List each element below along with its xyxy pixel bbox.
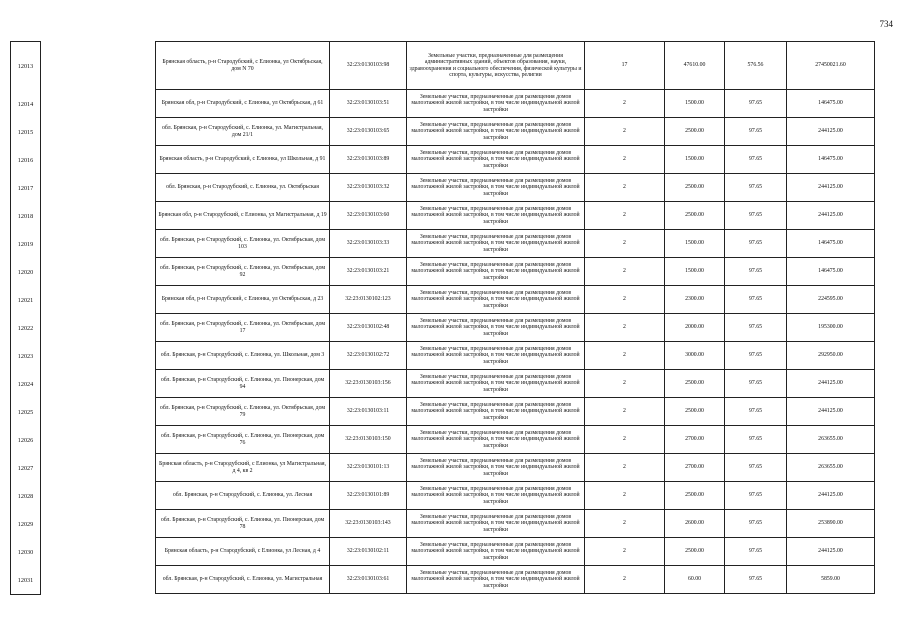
land-use-cell: Земельные участки, предназначенные для размещения домов малоэтажной жилой застройки, в том числе индивидуальной жилой застройки (407, 118, 585, 146)
address-cell: обл. Брянская, р-н Стародубский, с. Елионка, ул. Октябрьская, дом 103 (156, 230, 330, 258)
cadastral-number-cell: 32:23:0130102:72 (330, 342, 407, 370)
cadastral-value-cell: 146475.00 (787, 146, 875, 174)
table-row (156, 258, 875, 286)
cadastral-number-cell: 32:23:0130102:48 (330, 314, 407, 342)
cadastral-value-cell: 244125.00 (787, 202, 875, 230)
row-id-cell: 12020 (17, 268, 34, 276)
cadastral-value-cell: 146475.00 (787, 90, 875, 118)
land-use-cell: Земельные участки, предназначенные для размещения домов малоэтажной жилой застройки, в том числе индивидуальной жилой застройки (407, 202, 585, 230)
specific-value-cell: 97.65 (725, 510, 787, 538)
row-id-cell: 12025 (17, 408, 34, 416)
specific-value-cell: 97.65 (725, 202, 787, 230)
row-id-cell: 12013 (17, 62, 34, 70)
cadastral-number-cell: 32:23:0130103:65 (330, 118, 407, 146)
row-id-cell: 12027 (17, 464, 34, 472)
address-cell: обл. Брянская, р-н Стародубский, с. Елионка, ул. Магистральная (156, 566, 330, 594)
address-cell: обл. Брянская, р-н Стародубский, с. Елионка, ул. Пионерская, дом 76 (156, 426, 330, 454)
group-number-cell: 2 (585, 174, 665, 202)
cadastral-number-cell: 32:23:0130103:51 (330, 90, 407, 118)
cadastral-number-cell: 32:23:0130103:61 (330, 566, 407, 594)
specific-value-cell: 97.65 (725, 90, 787, 118)
row-id-cell: 12023 (17, 352, 34, 360)
cadastral-number-cell: 32:23:0130103:11 (330, 398, 407, 426)
land-use-cell: Земельные участки, предназначенные для размещения домов малоэтажной жилой застройки, в том числе индивидуальной жилой застройки (407, 146, 585, 174)
table-row (156, 174, 875, 202)
specific-value-cell: 97.65 (725, 118, 787, 146)
address-cell: Брянская обл, р-н Стародубский, с Елионка, ул Магистральная, д 19 (156, 202, 330, 230)
area-cell: 2500.00 (665, 370, 725, 398)
table-row (156, 146, 875, 174)
row-id-cell: 12018 (17, 212, 34, 220)
address-cell: обл. Брянская, р-н Стародубский, с. Елионка, ул. Лесная (156, 482, 330, 510)
cadastral-value-cell: 224595.00 (787, 286, 875, 314)
cadastral-number-cell: 32:23:0130102:123 (330, 286, 407, 314)
cadastral-value-cell: 244125.00 (787, 482, 875, 510)
cadastral-value-cell: 244125.00 (787, 118, 875, 146)
area-cell: 1500.00 (665, 258, 725, 286)
table-row (156, 118, 875, 146)
area-cell: 1500.00 (665, 90, 725, 118)
land-use-cell: Земельные участки, предназначенные для размещения домов малоэтажной жилой застройки, в том числе индивидуальной жилой застройки (407, 314, 585, 342)
cadastral-value-cell: 195300.00 (787, 314, 875, 342)
specific-value-cell: 97.65 (725, 482, 787, 510)
specific-value-cell: 97.65 (725, 538, 787, 566)
cadastral-number-cell: 32:23:0130103:143 (330, 510, 407, 538)
specific-value-cell: 97.65 (725, 370, 787, 398)
address-cell: обл. Брянская, р-н Стародубский, с. Елионка, ул. Школьная, дом 3 (156, 342, 330, 370)
table-row (156, 482, 875, 510)
table-row (156, 342, 875, 370)
cadastral-value-cell: 253890.00 (787, 510, 875, 538)
area-cell: 2500.00 (665, 538, 725, 566)
land-use-cell: Земельные участки, предназначенные для размещения домов малоэтажной жилой застройки, в том числе индивидуальной жилой застройки (407, 258, 585, 286)
row-id-cell: 12029 (17, 520, 34, 528)
area-cell: 2500.00 (665, 202, 725, 230)
cadastral-number-cell: 32:23:0130103:89 (330, 146, 407, 174)
area-cell: 60.00 (665, 566, 725, 594)
address-cell: Брянская область, р-н Стародубский, с Елионка, ул Октябрьская, дом N 70 (156, 42, 330, 90)
row-id-column (10, 41, 41, 595)
group-number-cell: 2 (585, 146, 665, 174)
group-number-cell: 17 (585, 42, 665, 90)
group-number-cell: 2 (585, 90, 665, 118)
land-use-cell: Земельные участки, предназначенные для размещения домов малоэтажной жилой застройки, в том числе индивидуальной жилой застройки (407, 342, 585, 370)
group-number-cell: 2 (585, 370, 665, 398)
cadastral-number-cell: 32:23:0130101:89 (330, 482, 407, 510)
group-number-cell: 2 (585, 118, 665, 146)
address-cell: обл. Брянская, р-н Стародубский, с. Елионка, ул. Магистральная, дом 21/1 (156, 118, 330, 146)
cadastral-value-table (155, 41, 875, 594)
row-id-cell: 12030 (17, 548, 34, 556)
cadastral-number-cell: 32:23:0130103:32 (330, 174, 407, 202)
cadastral-value-cell: 5859.00 (787, 566, 875, 594)
row-id-cell: 12022 (17, 324, 34, 332)
address-cell: обл. Брянская, р-н Стародубский, с. Елионка, ул. Октябрьская, дом 17 (156, 314, 330, 342)
area-cell: 47610.00 (665, 42, 725, 90)
row-id-cell: 12031 (17, 576, 34, 584)
specific-value-cell: 97.65 (725, 314, 787, 342)
area-cell: 2700.00 (665, 454, 725, 482)
specific-value-cell: 97.65 (725, 230, 787, 258)
area-cell: 2500.00 (665, 482, 725, 510)
area-cell: 1500.00 (665, 146, 725, 174)
specific-value-cell: 97.65 (725, 566, 787, 594)
group-number-cell: 2 (585, 258, 665, 286)
cadastral-value-cell: 244125.00 (787, 538, 875, 566)
specific-value-cell: 97.65 (725, 426, 787, 454)
group-number-cell: 2 (585, 454, 665, 482)
table-row (156, 90, 875, 118)
land-use-cell: Земельные участки, предназначенные для размещения домов малоэтажной жилой застройки, в том числе индивидуальной жилой застройки (407, 286, 585, 314)
land-use-cell: Земельные участки, предназначенные для размещения домов малоэтажной жилой застройки, в том числе индивидуальной жилой застройки (407, 90, 585, 118)
group-number-cell: 2 (585, 230, 665, 258)
table-row (156, 398, 875, 426)
area-cell: 3000.00 (665, 342, 725, 370)
specific-value-cell: 97.65 (725, 286, 787, 314)
row-id-cell: 12026 (17, 436, 34, 444)
cadastral-value-cell: 244125.00 (787, 370, 875, 398)
cadastral-value-cell: 244125.00 (787, 398, 875, 426)
area-cell: 1500.00 (665, 230, 725, 258)
group-number-cell: 2 (585, 426, 665, 454)
cadastral-value-cell: 27450021.60 (787, 42, 875, 90)
cadastral-number-cell: 32:23:0130103:150 (330, 426, 407, 454)
specific-value-cell: 97.65 (725, 258, 787, 286)
land-use-cell: Земельные участки, предназначенные для размещения домов малоэтажной жилой застройки, в том числе индивидуальной жилой застройки (407, 454, 585, 482)
cadastral-number-cell: 32:23:0130101:13 (330, 454, 407, 482)
address-cell: Брянская область, р-н Стародубский, с Елионка, ул Магистральная, д 4, кв 2 (156, 454, 330, 482)
specific-value-cell: 576.56 (725, 42, 787, 90)
table-row (156, 426, 875, 454)
page-number: 734 (879, 19, 893, 29)
area-cell: 2500.00 (665, 398, 725, 426)
specific-value-cell: 97.65 (725, 398, 787, 426)
group-number-cell: 2 (585, 342, 665, 370)
table-row (156, 286, 875, 314)
address-cell: Брянская обл, р-н Стародубский, с Елионка, ул Октябрьская, д 61 (156, 90, 330, 118)
land-use-cell: Земельные участки, предназначенные для размещения домов малоэтажной жилой застройки, в том числе индивидуальной жилой застройки (407, 538, 585, 566)
land-use-cell: Земельные участки, предназначенные для размещения домов малоэтажной жилой застройки, в том числе индивидуальной жилой застройки (407, 230, 585, 258)
table-row (156, 314, 875, 342)
area-cell: 2700.00 (665, 426, 725, 454)
group-number-cell: 2 (585, 482, 665, 510)
row-id-cell: 12014 (17, 100, 34, 108)
cadastral-number-cell: 32:23:0130103:60 (330, 202, 407, 230)
specific-value-cell: 97.65 (725, 146, 787, 174)
cadastral-value-cell: 146475.00 (787, 258, 875, 286)
table-row (156, 510, 875, 538)
group-number-cell: 2 (585, 202, 665, 230)
area-cell: 2600.00 (665, 510, 725, 538)
specific-value-cell: 97.65 (725, 454, 787, 482)
cadastral-value-cell: 244125.00 (787, 174, 875, 202)
address-cell: обл. Брянская, р-н Стародубский, с. Елионка, ул. Октябрьская (156, 174, 330, 202)
group-number-cell: 2 (585, 314, 665, 342)
row-id-cell: 12028 (17, 492, 34, 500)
group-number-cell: 2 (585, 398, 665, 426)
row-id-cell: 12024 (17, 380, 34, 388)
cadastral-number-cell: 32:23:0130103:33 (330, 230, 407, 258)
land-use-cell: Земельные участки, предназначенные для размещения домов малоэтажной жилой застройки, в том числе индивидуальной жилой застройки (407, 398, 585, 426)
row-id-cell: 12015 (17, 128, 34, 136)
table-row (156, 370, 875, 398)
group-number-cell: 2 (585, 510, 665, 538)
area-cell: 2500.00 (665, 118, 725, 146)
group-number-cell: 2 (585, 566, 665, 594)
specific-value-cell: 97.65 (725, 342, 787, 370)
table-row (156, 454, 875, 482)
row-id-cell: 12019 (17, 240, 34, 248)
area-cell: 2000.00 (665, 314, 725, 342)
address-cell: обл. Брянская, р-н Стародубский, с. Елионка, ул. Пионерская, дом 94 (156, 370, 330, 398)
land-use-cell: Земельные участки, предназначенные для размещения домов малоэтажной жилой застройки, в том числе индивидуальной жилой застройки (407, 510, 585, 538)
cadastral-number-cell: 32:23:0130103:98 (330, 42, 407, 90)
cadastral-value-cell: 263655.00 (787, 454, 875, 482)
land-use-cell: Земельные участки, предназначенные для размещения домов малоэтажной жилой застройки, в том числе индивидуальной жилой застройки (407, 566, 585, 594)
cadastral-number-cell: 32:23:0130103:156 (330, 370, 407, 398)
land-use-cell: Земельные участки, предназначенные для размещения домов малоэтажной жилой застройки, в том числе индивидуальной жилой застройки (407, 370, 585, 398)
address-cell: обл. Брянская, р-н Стародубский, с. Елионка, ул. Пионерская, дом 78 (156, 510, 330, 538)
table-row (156, 566, 875, 594)
table-row (156, 230, 875, 258)
cadastral-value-cell: 146475.00 (787, 230, 875, 258)
group-number-cell: 2 (585, 286, 665, 314)
area-cell: 2300.00 (665, 286, 725, 314)
address-cell: Брянская область, р-н Стародубский, с Елионка, ул Лесная, д 4 (156, 538, 330, 566)
land-use-cell: Земельные участки, предназначенные для размещения домов малоэтажной жилой застройки, в том числе индивидуальной жилой застройки (407, 174, 585, 202)
address-cell: Брянская обл, р-н Стародубский, с Елионка, ул Октябрьская, д 23 (156, 286, 330, 314)
cadastral-number-cell: 32:23:0130102:11 (330, 538, 407, 566)
land-use-cell: Земельные участки, предназначенные для размещения административных зданий, объектов образования, науки, здравоохранения и социального обеспечения, физической культуры и спорта, культуры, искусства, религии (407, 42, 585, 90)
land-use-cell: Земельные участки, предназначенные для размещения домов малоэтажной жилой застройки, в том числе индивидуальной жилой застройки (407, 426, 585, 454)
land-use-cell: Земельные участки, предназначенные для размещения домов малоэтажной жилой застройки, в том числе индивидуальной жилой застройки (407, 482, 585, 510)
address-cell: обл. Брянская, р-н Стародубский, с. Елионка, ул. Октябрьская, дом 92 (156, 258, 330, 286)
area-cell: 2500.00 (665, 174, 725, 202)
cadastral-number-cell: 32:23:0130103:21 (330, 258, 407, 286)
row-id-cell: 12021 (17, 296, 34, 304)
table-row (156, 42, 875, 90)
cadastral-value-cell: 263655.00 (787, 426, 875, 454)
cadastral-value-cell: 292950.00 (787, 342, 875, 370)
table-row (156, 202, 875, 230)
row-id-cell: 12017 (17, 184, 34, 192)
specific-value-cell: 97.65 (725, 174, 787, 202)
address-cell: Брянская область, р-н Стародубский, с Елионка, ул Школьная, д 91 (156, 146, 330, 174)
table-row (156, 538, 875, 566)
group-number-cell: 2 (585, 538, 665, 566)
address-cell: обл. Брянская, р-н Стародубский, с. Елионка, ул. Октябрьская, дом 79 (156, 398, 330, 426)
row-id-cell: 12016 (17, 156, 34, 164)
